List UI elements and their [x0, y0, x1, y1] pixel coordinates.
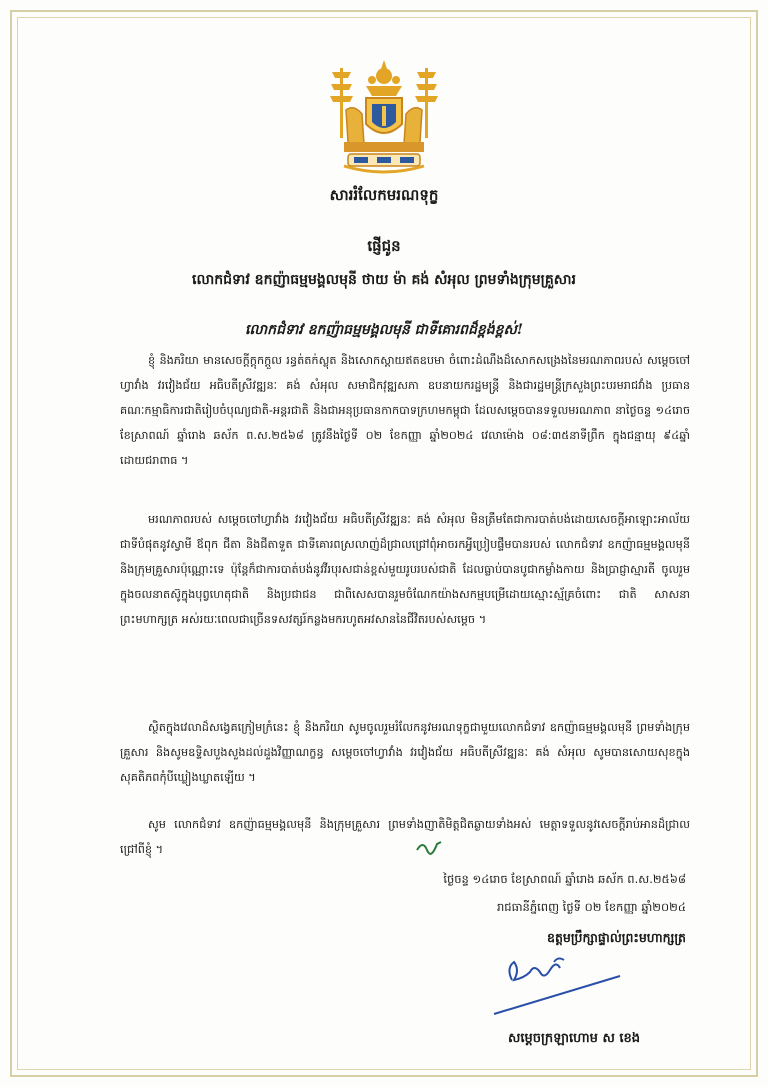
body-paragraph-2: មរណភាពរបស់ សម្តេចចៅហ្វាវាំង វរវៀងជ័យ អធិបតីស្រីវឌ្ឍនៈ គង់ សំអុល មិនត្រឹមតែជាការបាត់បង់ដោយសេចក្តីអាឡោះអាល័យជាទីបំផុតនូវស្វាមី ឪពុក ជីតា និងជីតាទួត ជាទីគោរពស្រលាញ់ដ៏ជ្រាលជ្រៅពុំអាចរកអ្វីប្រៀបផ្ទឹមបានរបស់ លោកជំទាវ ឧកញ៉ាធម្មមង្គលមុនី និងក្រុមគ្រួសារប៉ុណ្ណោះទេ ប៉ុន្តែក៏ជាការបាត់បង់នូវវីរបុរសជាន់ខ្ពស់មួយរូបរបស់ជាតិ ដែលធ្លាប់បានបូជាកម្លាំងកាយ និងប្រាជ្ញាស្មារតី ចូលរួមក្នុងចលនាតស៊ូក្នុងបុព្វហេតុជាតិ និងប្រជាជន ជាពិសេសបានរួមចំណែកយ៉ាងសកម្មបម្រើដោយស្មោះស្ម័គ្រចំពោះ ជាតិ សាសនា ព្រះមហាក្សត្រ អស់រយៈពេលជាច្រើនទសវត្សរ៍កន្លងមករហូតអវសាននៃជីវិតរបស់សម្តេច ។ [120, 513, 690, 626]
body-paragraph-1: ខ្ញុំ និងភរិយា មានសេចក្តីក្តុកក្តួល រន្ធត់តក់ស្លុត និងសោកស្តាយឥតឧបមា ចំពោះដំណឹងដ៏សោកសង្រេងនៃមរណភាពរបស់ សម្តេចចៅហ្វាវាំង វរវៀងជ័យ អធិបតីស្រីវឌ្ឍនៈ គង់ សំអុល សមាជិកវុឌ្ឍសភា ឧបនាយករដ្ឋមន្ត្រី និងជារដ្ឋមន្ត្រីក្រសួងព្រះបរមរាជវាំង ប្រធានគណៈកម្មាធិការជាតិរៀបចំបុណ្យជាតិ-អន្តរជាតិ និងជាអនុប្រធានកាកបាទក្រហមកម្ពុជា ដែលសម្តេចបានទទួលមរណភាព នាថ្ងៃចន្ទ ១៤រោច ខែស្រាពណ៍ ឆ្នាំរោង ឆស័ក ព.ស.២៥៦៨ ត្រូវនឹងថ្ងៃទី ០២ ខែកញ្ញា ឆ្នាំ២០២៤ វេលាម៉ោង ០៨:៣៥នាទីព្រឹក ក្នុងជន្មាយុ ៩៤ឆ្នាំ ដោយជរាពាធ ។ [120, 354, 690, 467]
royal-emblem-icon [326, 58, 442, 176]
letter-title: សាររំលែកមរណទុក្ខ [329, 186, 439, 204]
addressee-line: លោកជំទាវ ឧកញ៉ាធម្មមង្គលមុនី ថាយ ម៉ា គង់ សំអុល ព្រមទាំងក្រុមគ្រួសារ [192, 272, 576, 288]
body-paragraph-4: សូម លោកជំទាវ ឧកញ៉ាធម្មមង្គលមុនី និងក្រុមគ្រួសារ ព្រមទាំងញាតិមិត្តជិតឆ្ងាយទាំងអស់ មេត្តាទទួលនូវសេចក្តីរាប់អានដ៏ជ្រាលជ្រៅពីខ្ញុំ ។ [120, 818, 690, 856]
body-paragraph-3: ស្ថិតក្នុងវេលាដ៏សង្វេគក្រៀមក្រំនេះ ខ្ញុំ និងភរិយា សូមចូលរួមរំលែកនូវមរណទុក្ខជាមួយលោកជំទាវ ឧកញ៉ាធម្មមង្គលមុនី ព្រមទាំងក្រុមគ្រួសារ និងសូមឧទ្ទិសបួងសួងដល់ដួងវិញ្ញាណក្ខន្ធ សម្តេចចៅហ្វាវាំង វរវៀងជ័យ អធិបតីស្រីវឌ្ឍនៈ គង់ សំអុល សូមបានសោយសុខក្នុងសុគតិភពកុំបីឃ្លៀងឃ្លាតឡើយ ។ [120, 721, 690, 784]
signature-icon [484, 950, 624, 1030]
signer-name: សម្តេចក្រឡាហោម ស ខេង [508, 1031, 640, 1046]
signer-office: ឧត្តមប្រឹក្សាផ្ទាល់ព្រះមហាក្សត្រ [547, 930, 686, 945]
lunar-date: ថ្ងៃចន្ទ ១៤រោច ខែស្រាពណ៍ ឆ្នាំរោង ឆស័ក ព.ស.២៥៦៨ [443, 872, 686, 886]
dedication-line: ផ្ញើជូន [367, 237, 401, 255]
salutation-line: លោកជំទាវ ឧកញ៉ាធម្មមង្គលមុនី ជាទីគោរពដ៏ខ្ពង់ខ្ពស់! [244, 322, 524, 338]
place-and-date: រាជធានីភ្នំពេញ ថ្ងៃទី ០២ ខែកញ្ញា ឆ្នាំ២០២៤ [496, 900, 686, 914]
handwritten-mark-icon [415, 838, 443, 856]
